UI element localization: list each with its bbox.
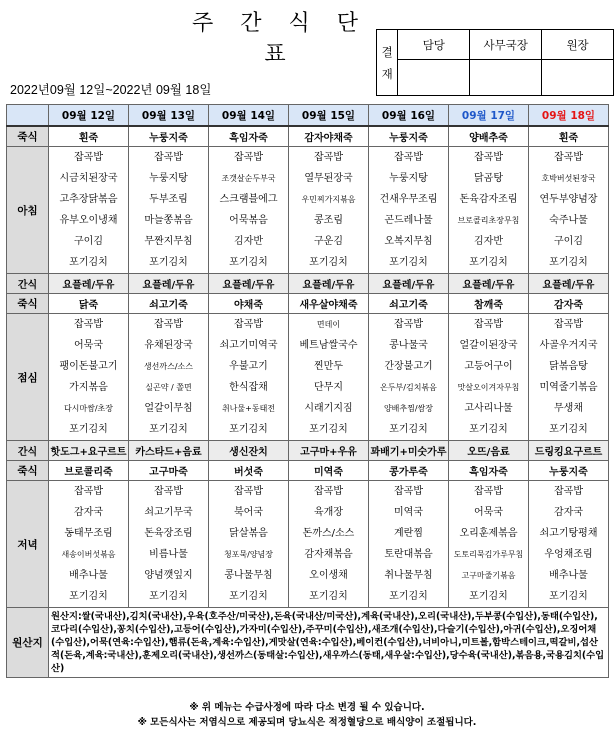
approval-sign-director	[542, 60, 614, 96]
approval-sign-staff	[398, 60, 470, 96]
menu-item: 감자국	[554, 507, 583, 518]
menu-cell: 새우살야채죽	[289, 294, 369, 314]
date-header-cell: 09월 13일	[129, 105, 209, 127]
date-header-cell: 09월 15일	[289, 105, 369, 127]
menu-item: 닭볶음탕	[549, 361, 588, 372]
menu-item: 포기김치	[229, 424, 268, 435]
menu-cell	[129, 481, 209, 608]
date-header-cell: 09월 16일	[369, 105, 449, 127]
menu-cell: 흰죽	[529, 126, 609, 147]
menu-item: 포기김치	[469, 257, 508, 268]
dinner-row	[7, 481, 609, 608]
menu-item: 간장불고기	[384, 361, 433, 372]
menu-item: 토란대볶음	[384, 549, 433, 560]
menu-item: 돈육감자조림	[459, 194, 518, 205]
menu-item: 잡곡밥	[474, 319, 503, 330]
menu-item: 배추나물	[549, 570, 588, 581]
menu-item: 북어국	[234, 507, 263, 518]
menu-cell	[49, 481, 129, 608]
menu-item: 닭곰탕	[474, 173, 503, 184]
menu-item: 콩나물무침	[224, 570, 273, 581]
date-header-cell: 09월 12일	[49, 105, 129, 127]
menu-item: 어묵볶음	[229, 215, 268, 226]
date-header-cell: 09월 17일	[449, 105, 529, 127]
menu-item: 유채된장국	[144, 340, 193, 351]
menu-item: 감자채볶음	[304, 549, 353, 560]
menu-cell: 핫도그+요구르트	[49, 441, 129, 461]
row-label: 점심	[7, 314, 49, 441]
menu-item: 포기김치	[549, 257, 588, 268]
menu-item: 포기김치	[469, 591, 508, 602]
menu-item: 육개장	[314, 507, 343, 518]
menu-item: 면데이	[316, 320, 341, 329]
approval-label: 결 재	[377, 30, 398, 96]
menu-item: 잡곡밥	[234, 152, 263, 163]
menu-item: 포기김치	[309, 424, 348, 435]
date-header-row	[7, 105, 609, 127]
menu-item: 포기김치	[149, 591, 188, 602]
menu-item: 포기김치	[549, 591, 588, 602]
menu-item: 사골우거지국	[539, 340, 598, 351]
menu-item: 쇠고기탕평채	[539, 528, 598, 539]
menu-cell	[209, 314, 289, 441]
menu-cell: 요플레/두유	[129, 274, 209, 294]
menu-item: 누룽지탕	[149, 173, 188, 184]
menu-item: 연두부양념장	[539, 194, 598, 205]
page-title: 주 간 식 단 표	[192, 11, 368, 67]
menu-item: 취나물무침	[384, 570, 433, 581]
menu-cell: 드링킹요구르트	[529, 441, 609, 461]
dinner_soup-row	[7, 461, 609, 481]
menu-item: 잡곡밥	[394, 152, 423, 163]
row-label: 저녁	[7, 481, 49, 608]
menu-item: 콩조림	[314, 215, 343, 226]
menu-item: 잡곡밥	[474, 486, 503, 497]
menu-cell: 흑임자죽	[449, 461, 529, 481]
menu-item: 잡곡밥	[314, 152, 343, 163]
snack2-row	[7, 441, 609, 461]
menu-cell: 쇠고기죽	[129, 294, 209, 314]
menu-cell: 누룽지죽	[369, 126, 449, 147]
menu-item: 잡곡밥	[234, 319, 263, 330]
menu-cell: 오뜨/음료	[449, 441, 529, 461]
menu-cell	[529, 147, 609, 274]
row-label: 원산지	[7, 608, 49, 678]
menu-item: 돈까스/소스	[302, 528, 355, 539]
menu-cell: 누룽지죽	[529, 461, 609, 481]
menu-cell: 흰죽	[49, 126, 129, 147]
menu-item: 다시마쌈/초장	[63, 404, 114, 413]
breakfast-row	[7, 147, 609, 274]
row-label: 아침	[7, 147, 49, 274]
menu-item: 숙주나물	[549, 215, 588, 226]
breakfast_soup-row	[7, 126, 609, 147]
menu-item: 닭살볶음	[229, 528, 268, 539]
row-label: 죽식	[7, 294, 49, 314]
menu-cell	[449, 147, 529, 274]
menu-item: 감자국	[74, 507, 103, 518]
menu-cell	[49, 147, 129, 274]
menu-cell	[449, 481, 529, 608]
date-header-cell: 09월 14일	[209, 105, 289, 127]
menu-item: 무생채	[554, 403, 583, 414]
menu-item: 고등어구이	[464, 361, 513, 372]
menu-item: 구이김	[74, 236, 103, 247]
menu-item: 돈육장조림	[144, 528, 193, 539]
menu-item: 쇠고기미역국	[219, 340, 278, 351]
menu-item: 건새우무조림	[379, 194, 438, 205]
menu-cell: 누룽지죽	[129, 126, 209, 147]
menu-item: 포기김치	[229, 257, 268, 268]
menu-cell	[129, 314, 209, 441]
menu-cell: 생신잔치	[209, 441, 289, 461]
menu-item: 실곤약 / 쫄면	[145, 383, 192, 392]
snack1-row	[7, 274, 609, 294]
menu-item: 생선까스/소스	[143, 362, 194, 371]
menu-item: 새송이버섯볶음	[61, 550, 116, 559]
header-corner	[7, 105, 49, 127]
menu-item: 누룽지탕	[389, 173, 428, 184]
lunch_soup-row	[7, 294, 609, 314]
lunch-row	[7, 314, 609, 441]
menu-item: 스크램블에그	[219, 194, 278, 205]
menu-item: 우민찌가지볶음	[301, 195, 356, 204]
menu-item: 계란찜	[394, 528, 423, 539]
menu-cell	[129, 147, 209, 274]
menu-cell: 양배추죽	[449, 126, 529, 147]
menu-item: 오복지무침	[384, 236, 433, 247]
weekly-menu-table	[6, 104, 609, 678]
menu-item: 포기김치	[549, 424, 588, 435]
origin-text: 원산지:쌀(국내산),김치(국내산),우육(호주산/미국산),돈육(국내산/미국산),계육(국내산),오리(국내산),두부콩(수입산),동태(수입산),코다리(수입산),꽁치(수입산),고등어(수입산),가자미(수입산),주꾸미(수입산),새조개(수입산),다슬기(수입산),아귀(수입산),오징어채(수입산),어묵(연육:수입산),햄류(돈육,계육:수입산),게맛살(연육:수입산),베이컨(수입산),너비아니,미트볼,함박스테이크,떡갈비,섭산적(돈육,계육:국내산),훈제오리(국내산),생선까스(동태살:수입산),새우까스(동태,새우살:수입산),당수육(국내산),볶음용,국용김치(수입산)	[49, 608, 609, 678]
menu-cell: 요플레/두유	[529, 274, 609, 294]
menu-item: 잡곡밥	[474, 152, 503, 163]
menu-item: 시래기지짐	[304, 403, 353, 414]
menu-cell	[369, 314, 449, 441]
menu-item: 열무된장국	[304, 173, 353, 184]
menu-item: 잡곡밥	[154, 152, 183, 163]
menu-item: 잡곡밥	[314, 486, 343, 497]
menu-item: 잡곡밥	[394, 319, 423, 330]
menu-item: 잡곡밥	[234, 486, 263, 497]
menu-cell	[529, 314, 609, 441]
menu-item: 맛살오이겨자무침	[457, 383, 520, 392]
menu-cell: 미역죽	[289, 461, 369, 481]
menu-cell: 콩가루죽	[369, 461, 449, 481]
menu-item: 포기김치	[69, 424, 108, 435]
note-line: ※ 모든식사는 저염식으로 제공되며 당뇨식은 적정혈당으로 배식양이 조절됩니다.	[137, 717, 477, 728]
menu-cell: 요플레/두유	[289, 274, 369, 294]
menu-item: 쇠고기무국	[144, 507, 193, 518]
menu-cell: 꽈배기+미숫가루	[369, 441, 449, 461]
menu-item: 베트남쌀국수	[299, 340, 358, 351]
menu-item: 포기김치	[69, 257, 108, 268]
approval-role-office-manager: 사무국장	[470, 30, 542, 60]
menu-item: 김자반	[474, 236, 503, 247]
menu-cell	[529, 481, 609, 608]
menu-cell: 쇠고기죽	[369, 294, 449, 314]
menu-item: 포기김치	[469, 424, 508, 435]
menu-cell: 닭죽	[49, 294, 129, 314]
menu-item: 시금치된장국	[59, 173, 118, 184]
menu-item: 오이생채	[309, 570, 348, 581]
menu-item: 고추장닭볶음	[59, 194, 118, 205]
menu-item: 잡곡밥	[554, 152, 583, 163]
menu-item: 잡곡밥	[554, 486, 583, 497]
menu-item: 미역국	[394, 507, 423, 518]
menu-cell: 요플레/두유	[369, 274, 449, 294]
menu-cell: 고구마죽	[129, 461, 209, 481]
menu-item: 포기김치	[149, 424, 188, 435]
menu-cell	[289, 314, 369, 441]
menu-item: 얼갈이무침	[144, 403, 193, 414]
menu-cell: 감자죽	[529, 294, 609, 314]
menu-item: 유부오이냉채	[59, 215, 118, 226]
menu-item: 포기김치	[309, 257, 348, 268]
approval-box	[376, 29, 614, 96]
row-label: 간식	[7, 441, 49, 461]
menu-item: 포기김치	[229, 591, 268, 602]
menu-cell: 요플레/두유	[49, 274, 129, 294]
menu-item: 잡곡밥	[394, 486, 423, 497]
menu-item: 무짠지무침	[144, 236, 193, 247]
menu-item: 포기김치	[149, 257, 188, 268]
menu-item: 취나물+동태전	[221, 404, 276, 413]
menu-cell	[289, 147, 369, 274]
menu-item: 두부조림	[149, 194, 188, 205]
menu-cell: 요플레/두유	[209, 274, 289, 294]
notes	[0, 700, 614, 730]
menu-item: 가지볶음	[69, 382, 108, 393]
menu-item: 단무지	[314, 382, 343, 393]
menu-item: 미역줄기볶음	[539, 382, 598, 393]
menu-item: 양념깻잎지	[144, 570, 193, 581]
menu-item: 온두부/김치볶음	[380, 383, 437, 392]
menu-item: 마늘쫑볶음	[144, 215, 193, 226]
menu-item: 잡곡밥	[74, 486, 103, 497]
menu-item: 조갯살순두부국	[221, 174, 276, 183]
menu-cell: 브로콜리죽	[49, 461, 129, 481]
menu-item: 비름나물	[149, 549, 188, 560]
date-header-cell: 09월 18일	[529, 105, 609, 127]
menu-item: 잡곡밥	[154, 319, 183, 330]
menu-cell: 요플레/두유	[449, 274, 529, 294]
menu-item: 콩나물국	[389, 340, 428, 351]
menu-item: 오리훈제볶음	[459, 528, 518, 539]
approval-role-staff: 담당	[398, 30, 470, 60]
menu-item: 우불고기	[229, 361, 268, 372]
menu-item: 브로콜리초장무침	[457, 216, 520, 225]
menu-item: 얼갈이된장국	[459, 340, 518, 351]
menu-item: 어묵국	[74, 340, 103, 351]
menu-item: 팽이돈불고기	[59, 361, 118, 372]
menu-item: 김자반	[234, 236, 263, 247]
menu-item: 청포묵/양념장	[223, 550, 274, 559]
menu-item: 곤드레나물	[384, 215, 433, 226]
menu-cell	[369, 481, 449, 608]
row-label: 죽식	[7, 126, 49, 147]
menu-cell	[49, 314, 129, 441]
note-line: ※ 위 메뉴는 수급사정에 따라 다소 변경 될 수 있습니다.	[189, 702, 425, 713]
menu-cell	[449, 314, 529, 441]
menu-item: 잡곡밥	[154, 486, 183, 497]
approval-sign-office-manager	[470, 60, 542, 96]
menu-cell: 고구마+우유	[289, 441, 369, 461]
menu-item: 찐만두	[314, 361, 343, 372]
menu-item: 포기김치	[309, 591, 348, 602]
menu-item: 한식잡채	[229, 382, 268, 393]
menu-cell: 감자야채죽	[289, 126, 369, 147]
menu-item: 배추나물	[69, 570, 108, 581]
menu-item: 포기김치	[389, 424, 428, 435]
row-label: 죽식	[7, 461, 49, 481]
menu-item: 도토리묵김가루무침	[453, 550, 524, 559]
row-label: 간식	[7, 274, 49, 294]
menu-cell: 야채죽	[209, 294, 289, 314]
menu-cell	[209, 481, 289, 608]
origin-row	[7, 608, 609, 678]
menu-cell	[209, 147, 289, 274]
menu-item: 잡곡밥	[554, 319, 583, 330]
menu-item: 양배추찜/쌈장	[383, 404, 434, 413]
menu-item: 우엉채조림	[544, 549, 593, 560]
menu-item: 포기김치	[69, 591, 108, 602]
menu-item: 호박버섯된장국	[541, 174, 596, 183]
menu-item: 구이김	[554, 236, 583, 247]
menu-cell: 카스타드+음료	[129, 441, 209, 461]
menu-cell: 참깨죽	[449, 294, 529, 314]
menu-cell: 버섯죽	[209, 461, 289, 481]
menu-cell	[289, 481, 369, 608]
menu-item: 고사리나물	[464, 403, 513, 414]
menu-item: 포기김치	[389, 257, 428, 268]
menu-item: 구운김	[314, 236, 343, 247]
menu-cell	[369, 147, 449, 274]
menu-item: 동태무조림	[64, 528, 113, 539]
menu-item: 잡곡밥	[74, 152, 103, 163]
menu-item: 포기김치	[389, 591, 428, 602]
approval-role-director: 원장	[542, 30, 614, 60]
menu-cell: 흑임자죽	[209, 126, 289, 147]
menu-item: 잡곡밥	[74, 319, 103, 330]
date-range: 2022년09월 12일~2022년 09월 18일	[10, 83, 212, 97]
menu-item: 어묵국	[474, 507, 503, 518]
menu-item: 고구마줄기볶음	[461, 571, 516, 580]
